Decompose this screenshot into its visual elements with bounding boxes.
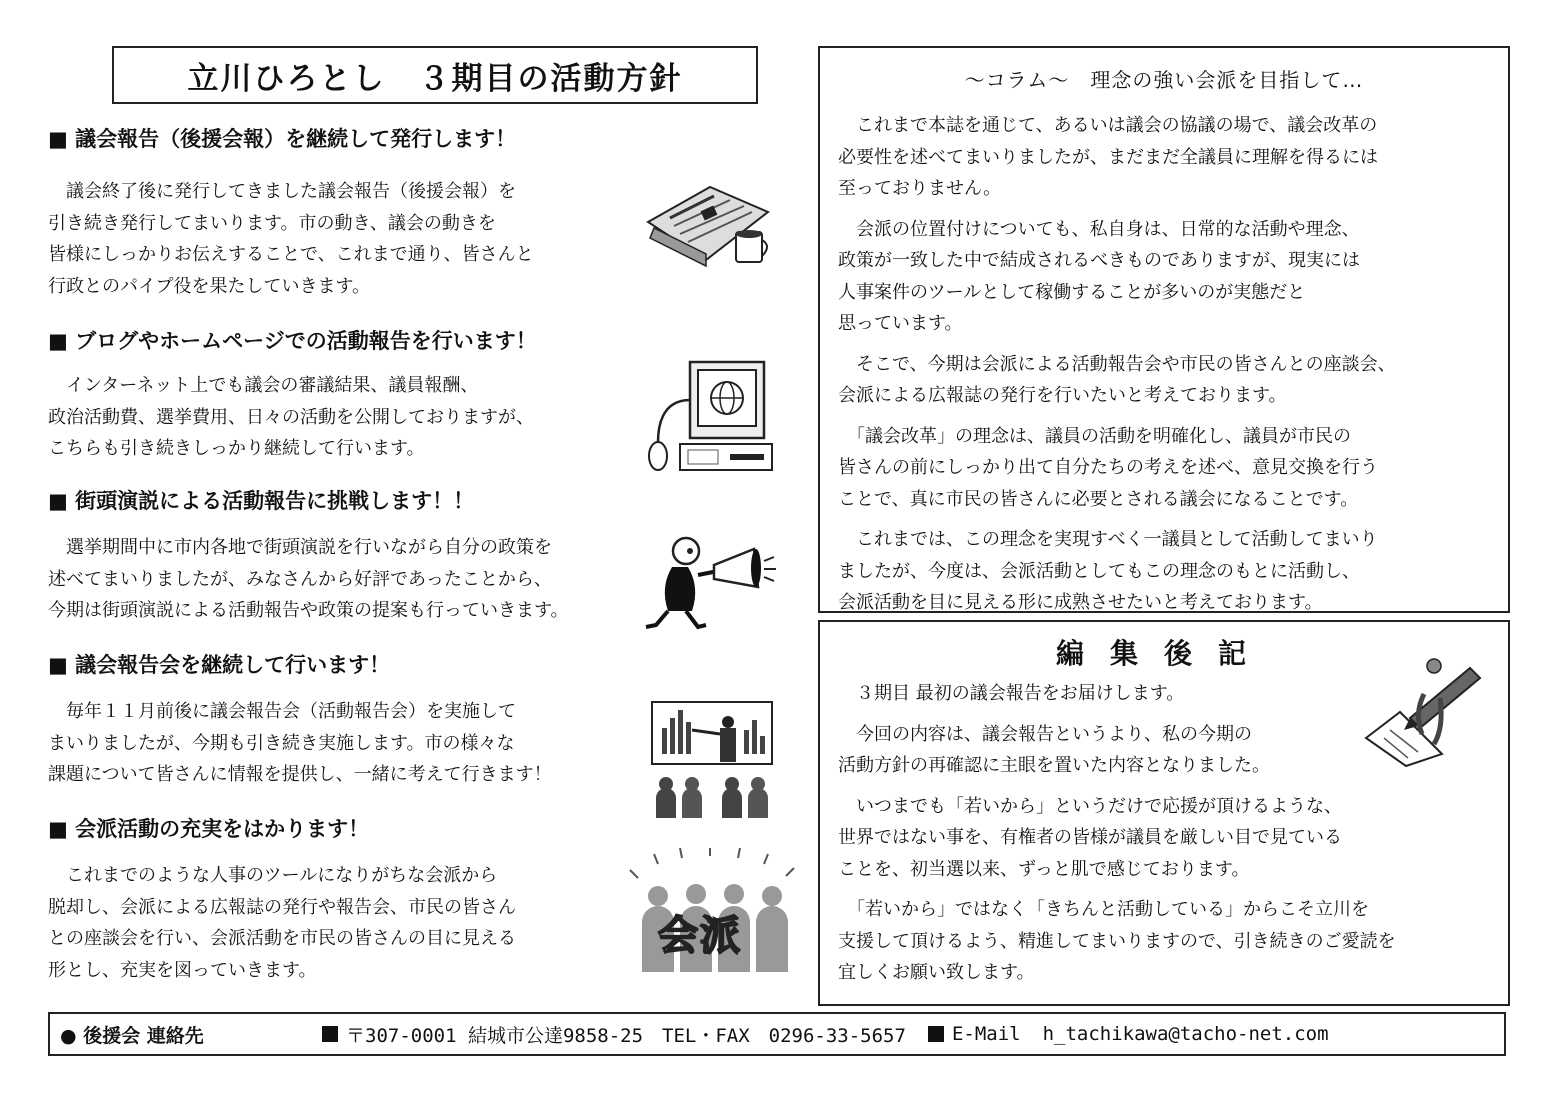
section-report-meeting <box>48 650 552 791</box>
editor-line: 支援して頂けるよう、精進してまいりますので、引き続きのご愛読を <box>838 930 1396 952</box>
editor-line: ことを、初当選以来、ずっと肌で感じております。 <box>838 858 1250 880</box>
section-heading: ■ ブログやホームページでの活動報告を行います！ <box>48 329 537 353</box>
column-paragraph <box>838 110 1396 205</box>
section-line: 課題について皆さんに情報を提供し、一緒に考えて行きます！ <box>48 764 552 785</box>
section-newsletter <box>48 124 534 302</box>
editor-line: いつまでも「若いから」というだけで応援が頂けるような、 <box>838 795 1342 817</box>
column-line: これまでは、この理念を実現すべく一議員として活動してまいり <box>838 529 1378 550</box>
section-line: 述べてまいりましたが、みなさんから好評であったことから、 <box>48 568 552 590</box>
section-line: 政治活動費、選挙費用、日々の活動を公開しておりますが、 <box>48 406 534 428</box>
column-line: 至っておりません。 <box>838 178 1002 199</box>
section-line: こちらも引き続きしっかり継続して行います。 <box>48 438 425 459</box>
editor-line: 「若いから」ではなく「きちんと活動している」からこそ立川を <box>838 899 1369 920</box>
contact-label: ● 後援会 連絡先 <box>60 1024 204 1047</box>
editor-note-box <box>818 620 1510 1006</box>
section-line: 選挙期間中に市内各地で街頭演説を行いながら自分の政策を <box>48 537 552 558</box>
column-line: 思っています。 <box>838 313 963 334</box>
column-line: 会派活動を目に見える形に成熟させたいと考えております。 <box>838 592 1323 613</box>
column-line: 必要性を述べてまいりましたが、まだまだ全議員に理解を得るには <box>838 146 1378 168</box>
column-box <box>818 46 1510 613</box>
section-line: これまでのような人事のツールになりがちな会派から <box>48 865 498 886</box>
section-heading: ■ 会派活動の充実をはかります！ <box>48 817 370 841</box>
kaiha-label: 会派 <box>658 913 742 959</box>
column-line: 「議会改革」の理念は、議員の活動を明確化し、議員が市民の <box>838 425 1351 447</box>
editor-line: 今回の内容は、議会報告というより、私の今期の <box>838 723 1252 745</box>
square-bullet-icon <box>928 1026 944 1042</box>
contact-address: 〒307-0001 結城市公達9858-25 TEL・FAX 0296-33-5657 <box>346 1024 906 1047</box>
column-paragraph <box>838 349 1396 412</box>
section-heading: ■ 議会報告（後援会報）を継続して発行します！ <box>48 127 517 151</box>
editor-line: 宜しくお願い致します。 <box>838 962 1035 983</box>
editor-paragraph <box>838 791 1396 886</box>
column-line: 会派による広報誌の発行を行いたいと考えております。 <box>838 385 1287 406</box>
editor-note-body <box>838 678 1396 998</box>
section-street-speech <box>48 486 569 627</box>
column-line: 会派の位置付けについても、私自身は、日常的な活動や理念、 <box>838 218 1360 240</box>
editor-note-title: 編集後記 <box>1055 637 1272 670</box>
presentation-icon <box>648 700 776 818</box>
section-line: インターネット上でも議会の審議結果、議員報酬、 <box>48 375 479 396</box>
column-line: ましたが、今度は、会派活動としてもこの理念のもとに活動し、 <box>838 560 1360 582</box>
section-heading: ■ 議会報告会を継続して行います！ <box>48 653 391 677</box>
section-line: まいりましたが、今期も引き続き実施します。市の様々な <box>48 732 515 754</box>
column-paragraph <box>838 421 1396 516</box>
column-title: ～コラム～ 理念の強い会派を目指して… <box>964 68 1364 92</box>
section-line: 皆様にしっかりお伝えすることで、これまで通り、皆さんと <box>48 244 534 265</box>
section-kaiha <box>48 814 516 986</box>
contact-footer <box>48 1012 1506 1056</box>
editor-line: 活動方針の再確認に主眼を置いた内容となりました。 <box>838 755 1270 776</box>
square-bullet-icon <box>322 1026 338 1042</box>
section-heading: ■ 街頭演説による活動報告に挑戦します！！ <box>48 489 475 513</box>
column-line: そこで、今期は会派による活動報告会や市民の皆さんとの座談会、 <box>838 353 1396 375</box>
column-line: これまで本誌を通じて、あるいは議会の協議の場で、議会改革の <box>838 115 1378 136</box>
column-body <box>838 110 1396 628</box>
email-address[interactable]: h_tachikawa@tacho-net.com <box>1042 1023 1329 1045</box>
editor-line: ３期目 最初の議会報告をお届けします。 <box>838 683 1185 704</box>
editor-paragraph <box>838 894 1396 989</box>
section-line: 毎年１１月前後に議会報告会（活動報告会）を実施して <box>48 701 516 722</box>
section-line: 今期は街頭演説による活動報告や政策の提案も行っていきます。 <box>48 600 569 621</box>
section-line: 行政とのパイプ役を果たしていきます。 <box>48 275 371 297</box>
editor-paragraph <box>838 719 1396 782</box>
column-paragraph <box>838 214 1396 340</box>
megaphone-speaker-icon <box>642 535 777 643</box>
section-line: 脱却し、会派による広報誌の発行や報告会、市民の皆さん <box>48 896 516 918</box>
kaiha-group-illustration <box>618 848 808 976</box>
editor-paragraph <box>838 678 1396 710</box>
page-title: 立川ひろとし ３期目の活動方針 <box>112 46 758 104</box>
email-label: E-Mail <box>951 1023 1021 1045</box>
section-blog <box>48 326 537 465</box>
section-line: との座談会を行い、会派活動を市民の皆さんの目に見える <box>48 928 516 949</box>
editor-line: 世界ではない事を、有権者の皆様が議員を厳しい目で見ている <box>838 827 1342 848</box>
column-line: ことで、真に市民の皆さんに必要とされる議会になることです。 <box>838 488 1359 510</box>
section-line: 引き続き発行してまいります。市の動き、議会の動きを <box>48 212 496 234</box>
column-paragraph <box>838 524 1396 619</box>
column-line: 人事案件のツールとして稼働することが多いのが実態だと <box>838 281 1306 303</box>
section-line: 形とし、充実を図っていきます。 <box>48 959 317 981</box>
newspaper-icon <box>640 182 780 272</box>
section-line: 議会終了後に発行してきました議会報告（後援会報）を <box>48 181 516 202</box>
computer-icon <box>640 360 780 475</box>
column-line: 政策が一致した中で結成されるべきものでありますが、現実には <box>838 250 1360 271</box>
column-line: 皆さんの前にしっかり出て自分たちの考えを述べ、意見交換を行う <box>838 457 1378 478</box>
